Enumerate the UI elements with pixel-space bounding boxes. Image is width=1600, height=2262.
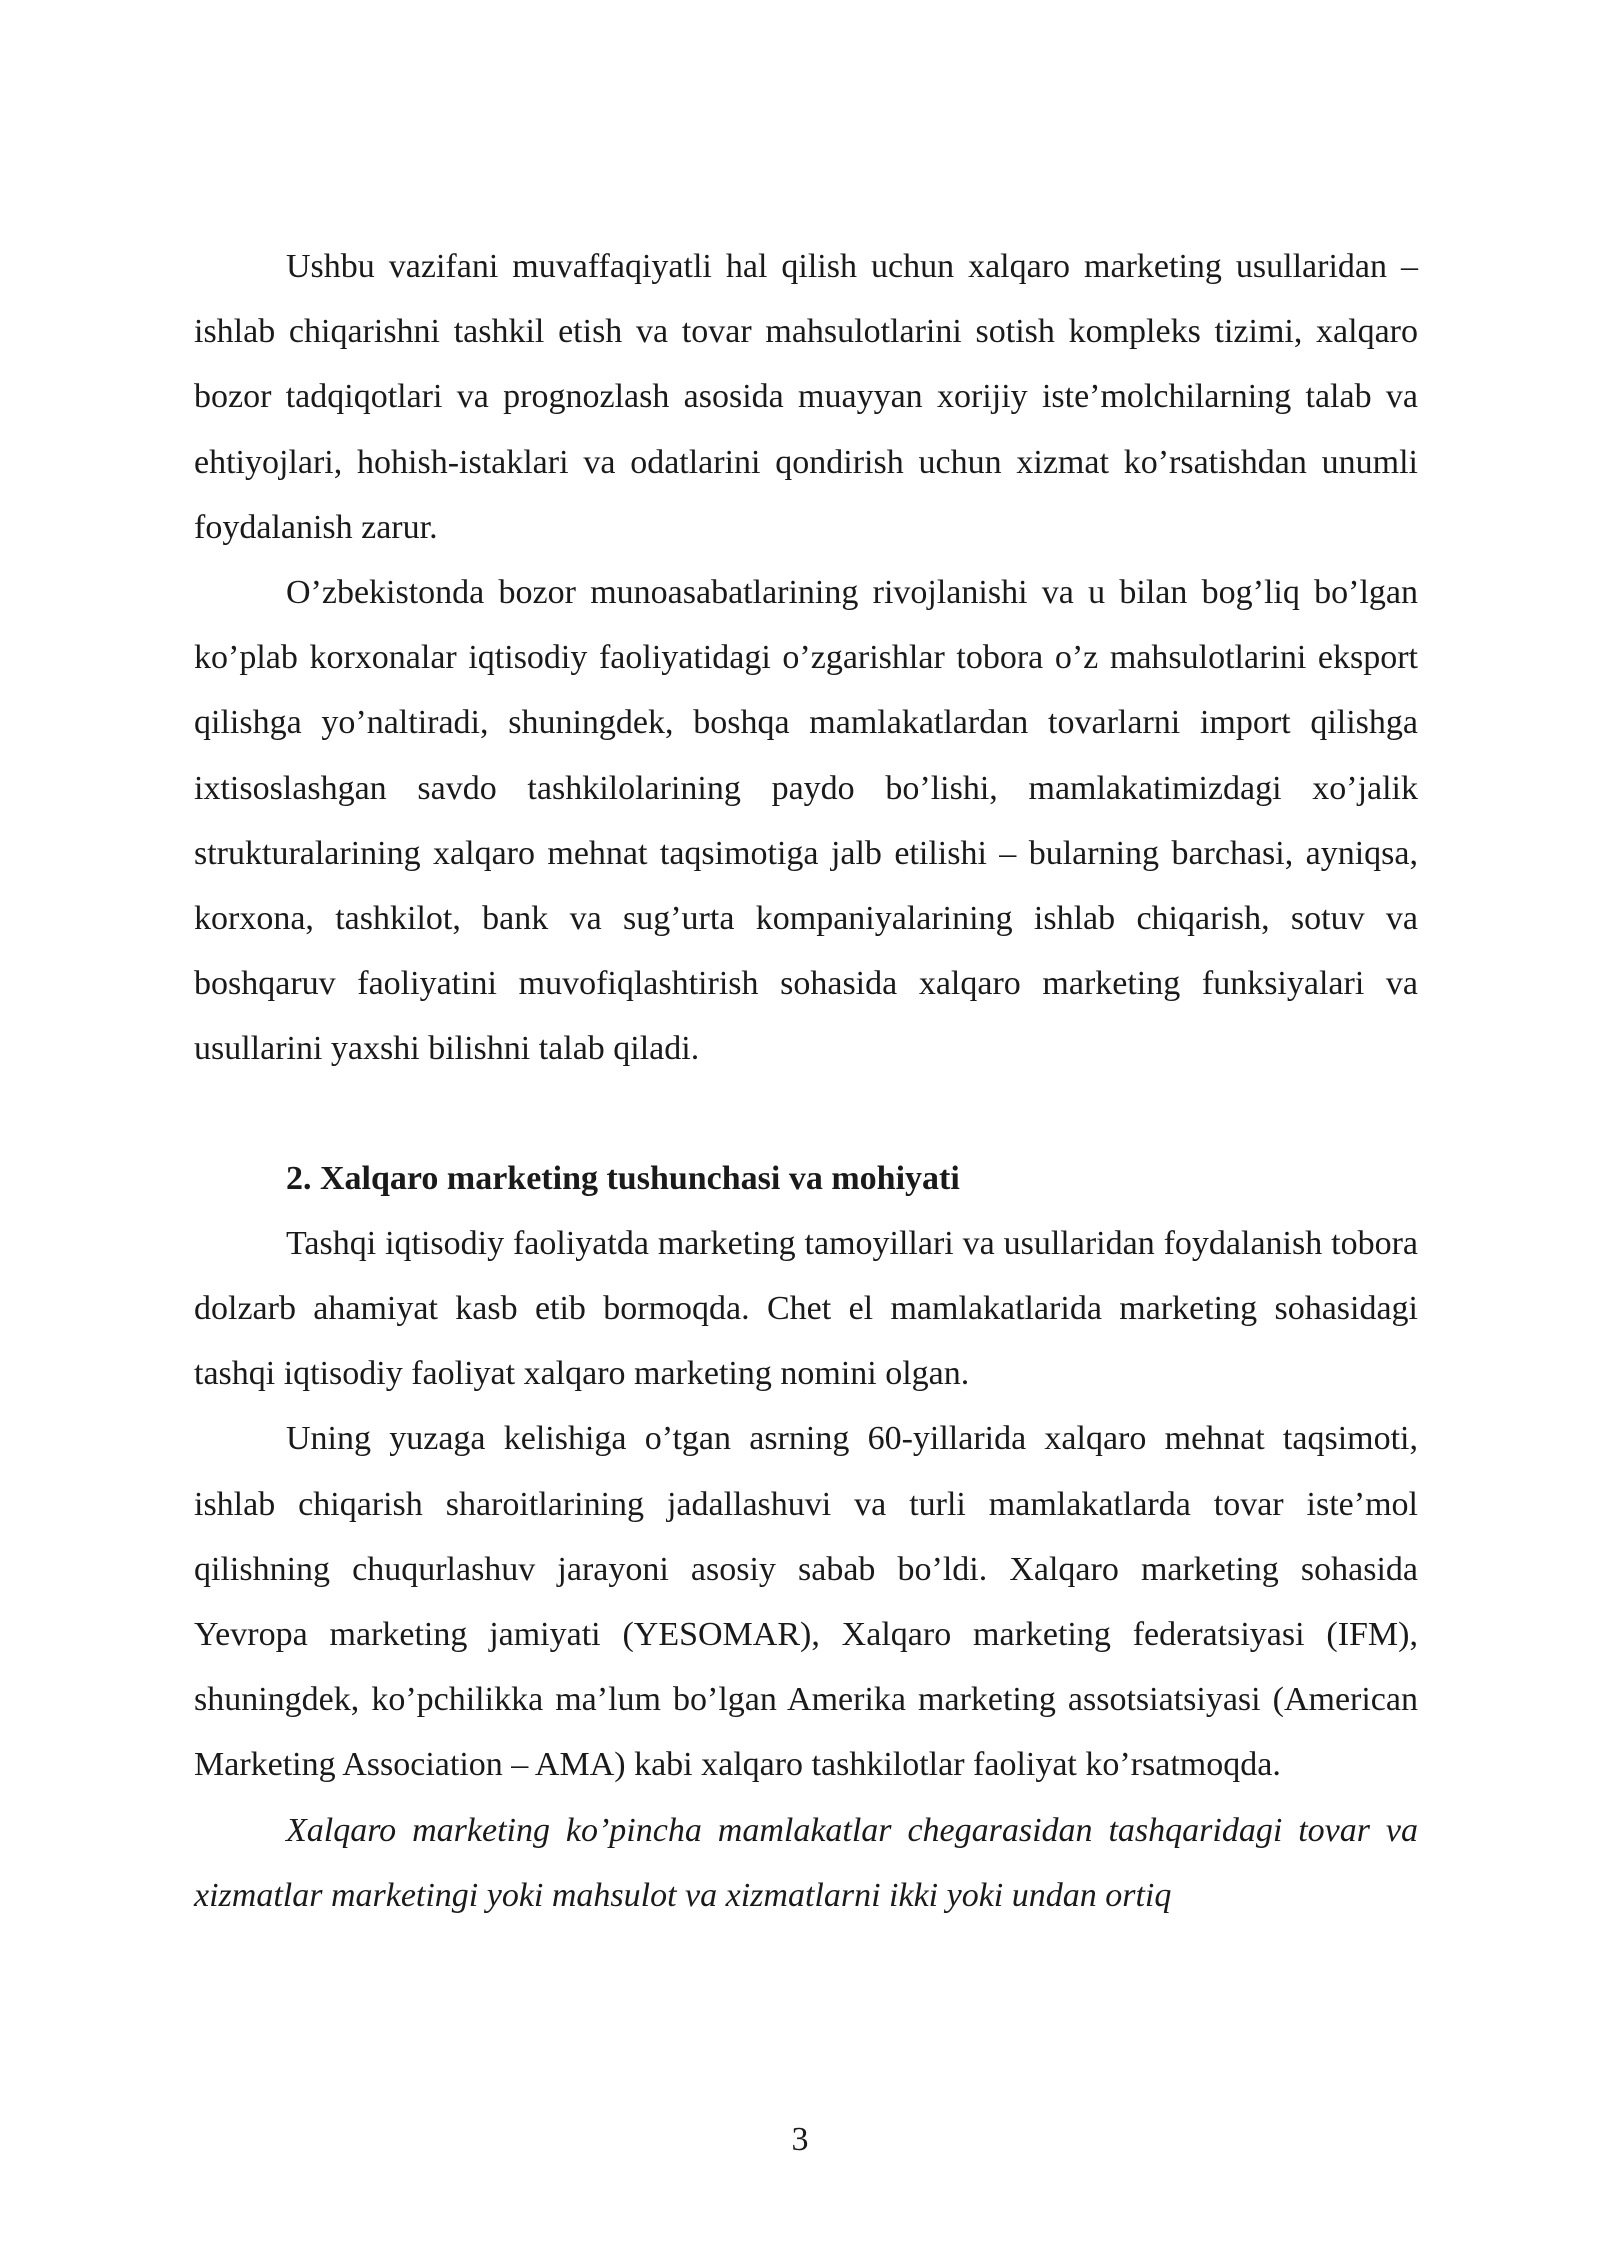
paragraph-uzbekistan-market: O’zbekistonda bozor munoasabatlarining rivojlanishi va u bilan bog’liq bo’lgan ko’plab korxonalar iqtisodiy faoliyatidagi o’zgarishlar tobora o’z mahsulotlarini eksport qilishga yo’naltiradi, shuningdek, boshqa mamlakatlardan tovarlarni import qilishga ixtisoslashgan savdo tashkilolarining paydo bo’lishi, mamlakatimizdagi xo’jalik strukturalarining xalqaro mehnat taqsimotiga jalb etilishi – bularning barchasi, ayniqsa, korxona, tashkilot, bank va sug’urta kompaniyalarining ishlab chiqarish, sotuv va boshqaruv faoliyatini muvofiqlashtirish sohasida xalqaro marketing funksiyalari va usullarini yaxshi bilishni talab qiladi. xyxy=(194,574,1418,1068)
paragraph-foreign-economic-activity: Tashqi iqtisodiy faoliyatda marketing tamoyillari va usullaridan foydalanish tobora dolzarb ahamiyat kasb etib bormoqda. Chet el mamlakatlarida marketing sohasidagi tashqi iqtisodiy faoliyat xalqaro marketing nomini olgan. xyxy=(194,1224,1418,1393)
paragraph-marketing-methods: Ushbu vazifani muvaffaqiyatli hal qilish uchun xalqaro marketing usullaridan – ishlab chiqarishni tashkil etish va tovar mahsulotlarini sotish kompleks tizimi, xalqaro bozor tadqiqotlari va prognozlash asosida muayyan xorijiy iste’molchilarning talab va ehtiyojlari, hohish-istaklari va odatlarini qondirish uchun xizmat ko’rsatishdan unumli foydalanish zarur. xyxy=(194,248,1418,546)
section-heading: 2. Xalqaro marketing tushunchasi va mohiyati xyxy=(286,1159,960,1197)
page-content xyxy=(194,234,1418,1928)
page-number: 3 xyxy=(791,2121,809,2158)
paragraph-origins: Uning yuzaga kelishiga o’tgan asrning 60-yillarida xalqaro mehnat taqsimoti, ishlab chiqarish sharoitlarining jadallashuvi va turli mamlakatlarda tovar iste’mol qilishning chuqurlashuv jarayoni asosiy sabab bo’ldi. Xalqaro marketing sohasida Yevropa marketing jamiyati (YESOMAR), Xalqaro marketing federatsiyasi (IFM), shuningdek, ko’pchilikka ma’lum bo’lgan Amerika marketing assotsiatsiyasi (American Marketing Association – AMA) kabi xalqaro tashkilotlar faoliyat ko’rsatmoqda. xyxy=(194,1420,1418,1784)
paragraph-definition-italic: Xalqaro marketing ko’pincha mamlakatlar chegarasidan tashqaridagi tovar va xizmatlar marketingi yoki mahsulot va xizmatlarni ikki yoki undan ortiq xyxy=(194,1811,1418,1914)
section-spacer xyxy=(194,1082,1418,1146)
